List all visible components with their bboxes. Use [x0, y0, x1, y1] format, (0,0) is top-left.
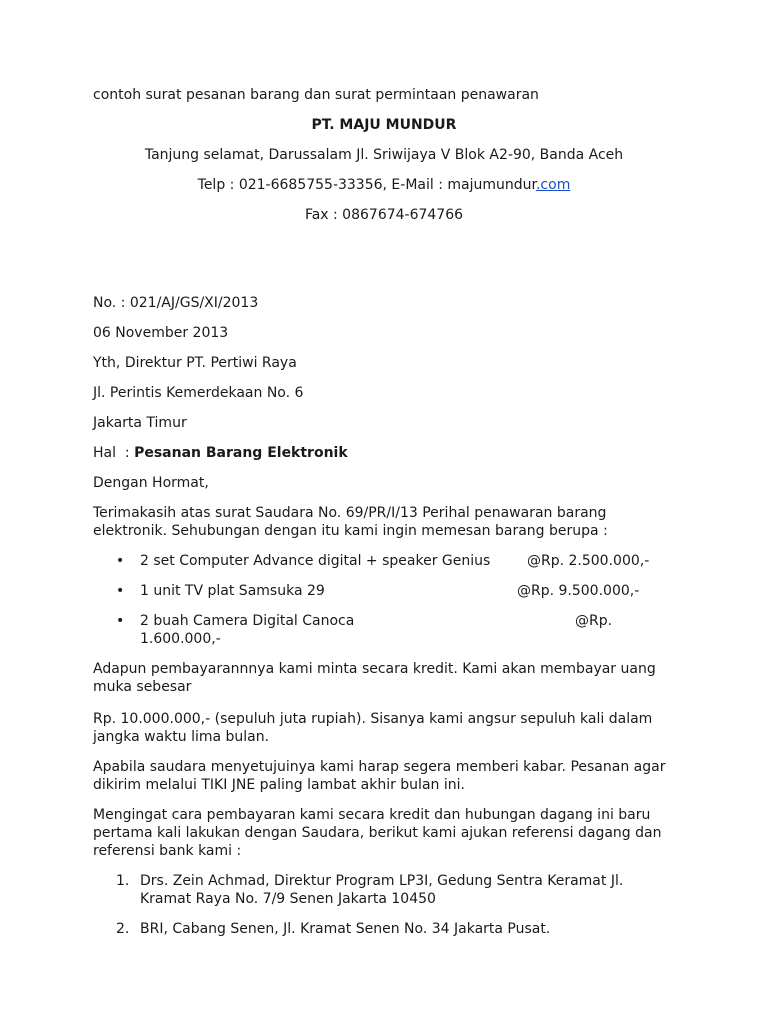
reference-item: BRI, Cabang Senen, Jl. Kramat Senen No. 34 Jakarta Pusat.	[140, 921, 551, 937]
reference-item-continued: Kramat Raya No. 7/9 Senen Jakarta 10450	[140, 891, 436, 907]
company-contact	[0, 176, 768, 194]
company-name: PT. MAJU MUNDUR	[311, 117, 457, 133]
letter-date: 06 November 2013	[93, 325, 229, 341]
intro-line: Terimakasih atas surat Saudara No. 69/PR/I/13 Perihal penawaran barang	[93, 505, 607, 521]
bullet: •	[116, 583, 125, 599]
list-number: 2.	[116, 921, 130, 937]
bullet: •	[116, 553, 125, 569]
amount-line: jangka waktu lima bulan.	[93, 729, 270, 745]
payment-line: Adapun pembayarannnya kami minta secara kredit. Kami akan membayar uang	[93, 661, 656, 677]
email-link[interactable]: .com	[535, 177, 571, 193]
order-item: 1 unit TV plat Samsuka 29	[140, 583, 325, 599]
order-price: @Rp. 2.500.000,-	[527, 553, 650, 569]
order-item: 2 set Computer Advance digital + speaker Genius	[140, 553, 491, 569]
subject-label: Hal :	[93, 445, 135, 461]
doc-title: contoh surat pesanan barang dan surat permintaan penawaran	[93, 87, 539, 103]
order-item: 2 buah Camera Digital Canoca	[140, 613, 355, 629]
recipient-city: Jakarta Timur	[93, 415, 187, 431]
reference-intro-line: referensi bank kami :	[93, 843, 242, 859]
company-fax: Fax : 0867674-674766	[304, 207, 464, 223]
subject-line	[93, 444, 348, 462]
greeting: Dengan Hormat,	[93, 475, 209, 491]
subject-text: Pesanan Barang Elektronik	[134, 445, 348, 461]
reference-intro-line: pertama kali lakukan dengan Saudara, berikut kami ajukan referensi dagang dan	[93, 825, 662, 841]
reference-item: Drs. Zein Achmad, Direktur Program LP3I, Gedung Sentra Keramat Jl.	[140, 873, 624, 889]
letter-number: No. : 021/AJ/GS/XI/2013	[93, 295, 259, 311]
bullet: •	[116, 613, 125, 629]
reference-intro-line: Mengingat cara pembayaran kami secara kredit dan hubungan dagang ini baru	[93, 807, 651, 823]
order-price: @Rp.	[575, 613, 613, 629]
payment-line: muka sebesar	[93, 679, 192, 695]
recipient-street: Jl. Perintis Kemerdekaan No. 6	[93, 385, 304, 401]
contact-text: Telp : 021-6685755-33356, E-Mail : majumundur	[197, 177, 536, 193]
recipient: Yth, Direktur PT. Pertiwi Raya	[93, 355, 297, 371]
order-price-continued: 1.600.000,-	[140, 631, 221, 647]
order-price: @Rp. 9.500.000,-	[517, 583, 640, 599]
amount-line: Rp. 10.000.000,- (sepuluh juta rupiah). Sisanya kami angsur sepuluh kali dalam	[93, 711, 653, 727]
company-address: Tanjung selamat, Darussalam Jl. Sriwijaya V Blok A2-90, Banda Aceh	[144, 147, 624, 163]
approval-line: dikirim melalui TIKI JNE paling lambat akhir bulan ini.	[93, 777, 465, 793]
approval-line: Apabila saudara menyetujuinya kami harap segera memberi kabar. Pesanan agar	[93, 759, 666, 775]
list-number: 1.	[116, 873, 130, 889]
intro-line: elektronik. Sehubungan dengan itu kami ingin memesan barang berupa :	[93, 523, 608, 539]
